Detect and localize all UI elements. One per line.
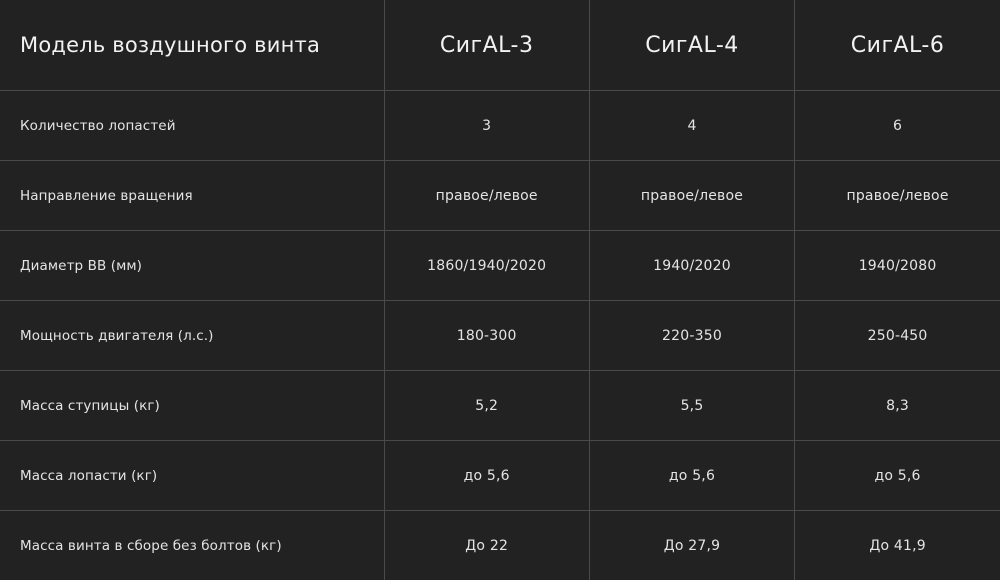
- row-value: До 22: [384, 511, 589, 580]
- row-label: Масса лопасти (кг): [0, 441, 384, 511]
- table-row: [0, 511, 1000, 580]
- header-row: [0, 0, 1000, 91]
- table-row: [0, 231, 1000, 301]
- table-row: [0, 301, 1000, 371]
- row-label: Масса ступицы (кг): [0, 371, 384, 441]
- row-value: До 27,9: [589, 511, 794, 580]
- row-value: правое/левое: [589, 161, 794, 231]
- row-value: 5,5: [589, 371, 794, 441]
- table-row: [0, 371, 1000, 441]
- header-model-3: СигAL-6: [795, 0, 1000, 91]
- row-value: правое/левое: [384, 161, 589, 231]
- row-value: правое/левое: [795, 161, 1000, 231]
- table-header: [0, 0, 1000, 91]
- row-value: 1860/1940/2020: [384, 231, 589, 301]
- row-label: Мощность двигателя (л.с.): [0, 301, 384, 371]
- table-row: [0, 161, 1000, 231]
- row-value: 1940/2080: [795, 231, 1000, 301]
- table-row: [0, 91, 1000, 161]
- row-value: до 5,6: [795, 441, 1000, 511]
- row-value: 6: [795, 91, 1000, 161]
- row-value: 1940/2020: [589, 231, 794, 301]
- row-label: Диаметр ВВ (мм): [0, 231, 384, 301]
- header-model-1: СигAL-3: [384, 0, 589, 91]
- row-value: До 41,9: [795, 511, 1000, 580]
- row-value: 250-450: [795, 301, 1000, 371]
- table-body: [0, 91, 1000, 580]
- table-row: [0, 441, 1000, 511]
- header-label-cell: Модель воздушного винта: [0, 0, 384, 91]
- row-value: 4: [589, 91, 794, 161]
- row-value: 5,2: [384, 371, 589, 441]
- row-value: до 5,6: [384, 441, 589, 511]
- row-label: Направление вращения: [0, 161, 384, 231]
- row-value: 3: [384, 91, 589, 161]
- row-value: 220-350: [589, 301, 794, 371]
- row-label: Количество лопастей: [0, 91, 384, 161]
- header-model-2: СигAL-4: [589, 0, 794, 91]
- row-label: Масса винта в сборе без болтов (кг): [0, 511, 384, 580]
- row-value: 180-300: [384, 301, 589, 371]
- row-value: 8,3: [795, 371, 1000, 441]
- row-value: до 5,6: [589, 441, 794, 511]
